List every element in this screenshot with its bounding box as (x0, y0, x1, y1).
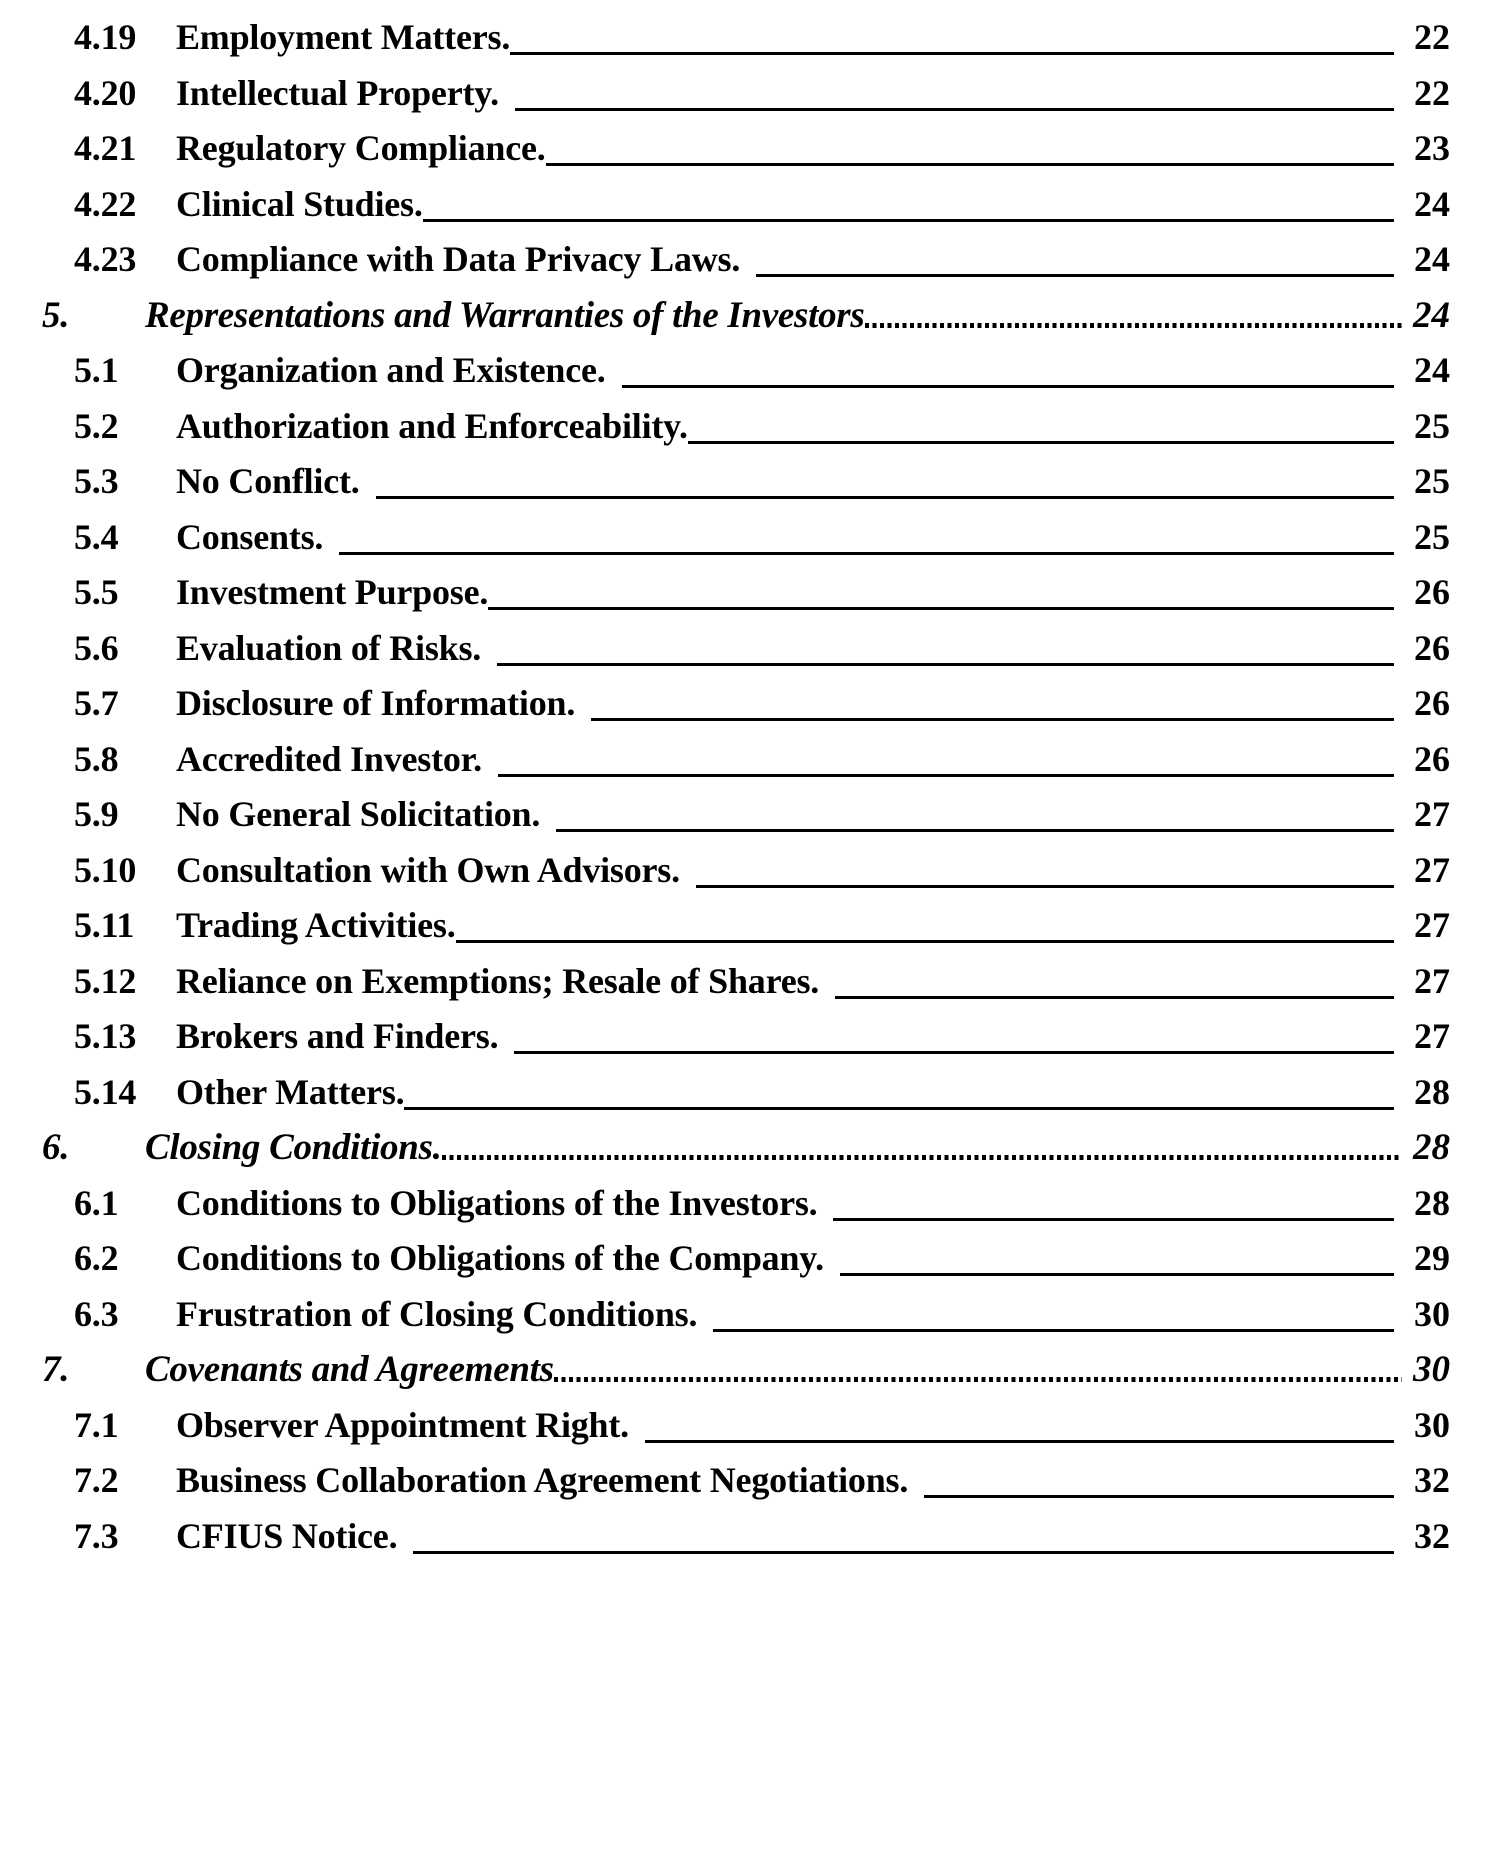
toc-entry-page-number: 22 (1414, 17, 1450, 57)
toc-entry-number: 4.21 (74, 128, 137, 168)
toc-entry-number: 5.14 (74, 1071, 137, 1112)
toc-entry[interactable] (0, 236, 1488, 292)
toc-entry-title[interactable]: Consultation with Own Advisors. (176, 849, 680, 890)
toc-entry[interactable] (0, 1013, 1488, 1069)
toc-entry-line (176, 181, 1450, 228)
toc-leader (908, 1457, 1404, 1504)
toc-entry[interactable] (0, 1346, 1488, 1402)
toc-leader (423, 181, 1404, 228)
toc-entry-page-number: 26 (1414, 627, 1450, 668)
toc-entry-number: 4.22 (74, 183, 137, 224)
toc-leader (456, 902, 1404, 949)
toc-entry-line (176, 1180, 1450, 1227)
toc-entry-page-number: 29 (1414, 1238, 1450, 1278)
toc-entry-title[interactable]: Employment Matters. (176, 17, 511, 57)
toc-entry-title[interactable]: Disclosure of Information. (176, 683, 576, 723)
toc-entry-page-number: 24 (1414, 350, 1450, 390)
toc-entry[interactable] (0, 847, 1488, 903)
toc-entry-number: 5.9 (74, 794, 119, 834)
toc-entry-line (176, 70, 1450, 117)
toc-entry-page-number: 27 (1414, 1016, 1450, 1056)
toc-entry-title[interactable]: Regulatory Compliance. (176, 128, 546, 168)
toc-entry-title[interactable]: Organization and Existence. (176, 350, 606, 390)
toc-entry-number: 5.1 (74, 350, 119, 390)
toc-entry-number: 7.1 (74, 1404, 119, 1445)
toc-entry-line (176, 1069, 1450, 1116)
toc-entry-page-number: 30 (1414, 1293, 1450, 1334)
toc-leader (540, 791, 1404, 838)
toc-entry-number: 6.3 (74, 1293, 119, 1334)
toc-entry-line (176, 1457, 1450, 1504)
toc-entry-line (176, 1013, 1450, 1060)
toc-entry-title[interactable]: Other Matters. (176, 1071, 405, 1112)
toc-entry-line (176, 1402, 1450, 1449)
toc-entry-page-number: 26 (1414, 738, 1450, 779)
toc-entry-title[interactable]: Frustration of Closing Conditions. (176, 1293, 698, 1334)
toc-entry-page-number: 28 (1414, 1071, 1450, 1112)
toc-entry[interactable] (0, 181, 1488, 237)
toc-entry-page-number: 25 (1414, 516, 1450, 557)
toc-entry-title[interactable]: Trading Activities. (176, 905, 456, 945)
toc-entry-line (176, 791, 1450, 838)
toc-entry-title[interactable]: No General Solicitation. (176, 794, 541, 834)
toc-entry[interactable] (0, 736, 1488, 792)
toc-entry-title[interactable]: CFIUS Notice. (176, 1515, 398, 1556)
toc-entry-number: 5.13 (74, 1016, 137, 1056)
toc-leader (554, 1346, 1404, 1393)
toc-entry-line (176, 125, 1450, 172)
toc-entry-title[interactable]: Conditions to Obligations of the Company. (176, 1238, 824, 1278)
toc-entry[interactable] (0, 680, 1488, 736)
toc-entry-page-number: 25 (1414, 461, 1450, 501)
toc-entry-page-number: 24 (1413, 294, 1450, 336)
toc-entry-title[interactable]: Evaluation of Risks. (176, 627, 482, 668)
toc-entry-number: 5. (42, 294, 70, 336)
toc-entry-number: 5.11 (74, 905, 135, 945)
toc-entry-number: 4.23 (74, 239, 137, 279)
toc-leader (680, 847, 1404, 894)
toc-leader (740, 236, 1404, 283)
toc-entry[interactable] (0, 902, 1488, 958)
toc-entry-page-number: 26 (1414, 683, 1450, 723)
toc-entry[interactable] (0, 125, 1488, 181)
toc-entry-title[interactable]: Observer Appointment Right. (176, 1404, 629, 1445)
toc-entry-number: 5.3 (74, 461, 119, 501)
toc-entry[interactable] (0, 1291, 1488, 1347)
toc-entry-line (176, 625, 1450, 672)
toc-leader (546, 125, 1404, 172)
toc-entry-number: 5.8 (74, 738, 119, 779)
toc-entry-title[interactable]: Investment Purpose. (176, 572, 489, 612)
toc-entry-number: 5.2 (74, 405, 119, 446)
toc-entry-line (145, 292, 1450, 339)
toc-entry-line (176, 347, 1450, 394)
toc-leader (697, 1291, 1404, 1338)
toc-entry-line (176, 958, 1450, 1005)
toc-entry[interactable] (0, 403, 1488, 459)
toc-leader (629, 1402, 1404, 1449)
toc-entry-number: 7.3 (74, 1515, 119, 1556)
toc-entry-page-number: 26 (1414, 572, 1450, 612)
toc-entry-page-number: 24 (1414, 183, 1450, 224)
toc-entry-page-number: 27 (1414, 960, 1450, 1001)
toc-entry-line (176, 847, 1450, 894)
toc-entry-page-number: 28 (1413, 1127, 1450, 1168)
toc-entry-title[interactable]: Business Collaboration Agreement Negotiations. (176, 1460, 909, 1500)
toc-entry-page-number: 22 (1414, 72, 1450, 113)
toc-entry-number: 6. (42, 1127, 70, 1168)
toc-entry-line (176, 736, 1450, 783)
toc-entry-number: 6.2 (74, 1238, 119, 1278)
toc-entry-line (145, 1124, 1450, 1171)
toc-entry-number: 5.12 (74, 960, 137, 1001)
toc-entry-number: 5.5 (74, 572, 119, 612)
toc-entry-line (176, 680, 1450, 727)
toc-entry-title[interactable]: Intellectual Property. (176, 72, 499, 113)
toc-leader (323, 514, 1404, 561)
toc-entry-line (176, 403, 1450, 450)
toc-entry[interactable] (0, 1180, 1488, 1236)
toc-entry-page-number: 27 (1414, 794, 1450, 834)
toc-entry[interactable] (0, 791, 1488, 847)
toc-entry-line (176, 458, 1450, 505)
toc-entry-number: 5.6 (74, 627, 119, 668)
toc-leader (488, 569, 1404, 616)
toc-entry-page-number: 32 (1414, 1515, 1450, 1556)
toc-leader (498, 1013, 1404, 1060)
toc-entry-title[interactable]: Compliance with Data Privacy Laws. (176, 239, 741, 279)
toc-entry-line (176, 236, 1450, 283)
toc-leader (360, 458, 1404, 505)
toc-entry-page-number: 32 (1414, 1460, 1450, 1500)
toc-leader (606, 347, 1404, 394)
toc-entry-title[interactable]: Accredited Investor. (176, 738, 482, 779)
toc-entry-line (176, 1235, 1450, 1282)
toc-entry[interactable] (0, 1069, 1488, 1125)
toc-leader (817, 1180, 1404, 1227)
toc-entry-title[interactable]: Brokers and Finders. (176, 1016, 499, 1056)
toc-entry[interactable] (0, 292, 1488, 348)
toc-entry-title[interactable]: Conditions to Obligations of the Investors. (176, 1182, 818, 1223)
toc-leader (575, 680, 1404, 727)
toc-leader (865, 292, 1404, 339)
toc-leader (499, 70, 1404, 117)
toc-entry-number: 7. (42, 1349, 70, 1390)
toc-entry-title[interactable]: Consents. (176, 516, 324, 557)
toc-entry-number: 5.7 (74, 683, 119, 723)
toc-entry[interactable] (0, 1235, 1488, 1291)
toc-entry-title[interactable]: Covenants and Agreements (145, 1349, 554, 1390)
toc-entry[interactable] (0, 958, 1488, 1014)
toc-entry-number: 5.4 (74, 516, 119, 557)
toc-entry-page-number: 25 (1414, 405, 1450, 446)
toc-entry-line (176, 1513, 1450, 1560)
toc-entry-title[interactable]: Reliance on Exemptions; Resale of Shares. (176, 960, 820, 1001)
toc-entry[interactable] (0, 1513, 1488, 1569)
toc-entry[interactable] (0, 70, 1488, 126)
toc-entry-line (145, 1346, 1450, 1393)
toc-entry[interactable] (0, 569, 1488, 625)
toc-leader (688, 403, 1404, 450)
toc-entry-page-number: 27 (1414, 849, 1450, 890)
toc-entry-title[interactable]: Authorization and Enforceability. (176, 405, 688, 446)
toc-entry[interactable] (0, 347, 1488, 403)
toc-leader (397, 1513, 1404, 1560)
toc-entry-title[interactable]: Representations and Warranties of the Investors (145, 294, 865, 336)
toc-entry-number: 7.2 (74, 1460, 119, 1500)
toc-leader (404, 1069, 1404, 1116)
toc-entry-page-number: 30 (1413, 1349, 1450, 1390)
toc-entry-number: 4.19 (74, 17, 137, 57)
toc-entry[interactable] (0, 458, 1488, 514)
toc-leader (824, 1235, 1404, 1282)
toc-entry-page-number: 24 (1414, 239, 1450, 279)
toc-leader (482, 736, 1404, 783)
toc-entry-page-number: 30 (1414, 1404, 1450, 1445)
toc-entry-page-number: 23 (1414, 128, 1450, 168)
toc-entry[interactable] (0, 514, 1488, 570)
toc-entry[interactable] (0, 625, 1488, 681)
toc-entry-number: 5.10 (74, 849, 137, 890)
toc-entry[interactable] (0, 1124, 1488, 1180)
toc-leader (819, 958, 1404, 1005)
toc-entry-line (176, 514, 1450, 561)
toc-entry[interactable] (0, 1402, 1488, 1458)
toc-entry-line (176, 14, 1450, 61)
toc-entry-title[interactable]: Closing Conditions. (145, 1127, 442, 1168)
toc-leader (481, 625, 1404, 672)
toc-entry-title[interactable]: Clinical Studies. (176, 183, 423, 224)
toc-entry-page-number: 27 (1414, 905, 1450, 945)
toc-leader (442, 1124, 1404, 1171)
toc-entry-line (176, 902, 1450, 949)
toc-entry[interactable] (0, 1457, 1488, 1513)
toc-entry[interactable] (0, 14, 1488, 70)
toc-entry-line (176, 1291, 1450, 1338)
toc-entry-title[interactable]: No Conflict. (176, 461, 360, 501)
toc-leader (510, 14, 1404, 61)
toc-entry-number: 6.1 (74, 1182, 119, 1223)
toc-entry-page-number: 28 (1414, 1182, 1450, 1223)
toc-entry-number: 4.20 (74, 72, 137, 113)
toc-entry-line (176, 569, 1450, 616)
